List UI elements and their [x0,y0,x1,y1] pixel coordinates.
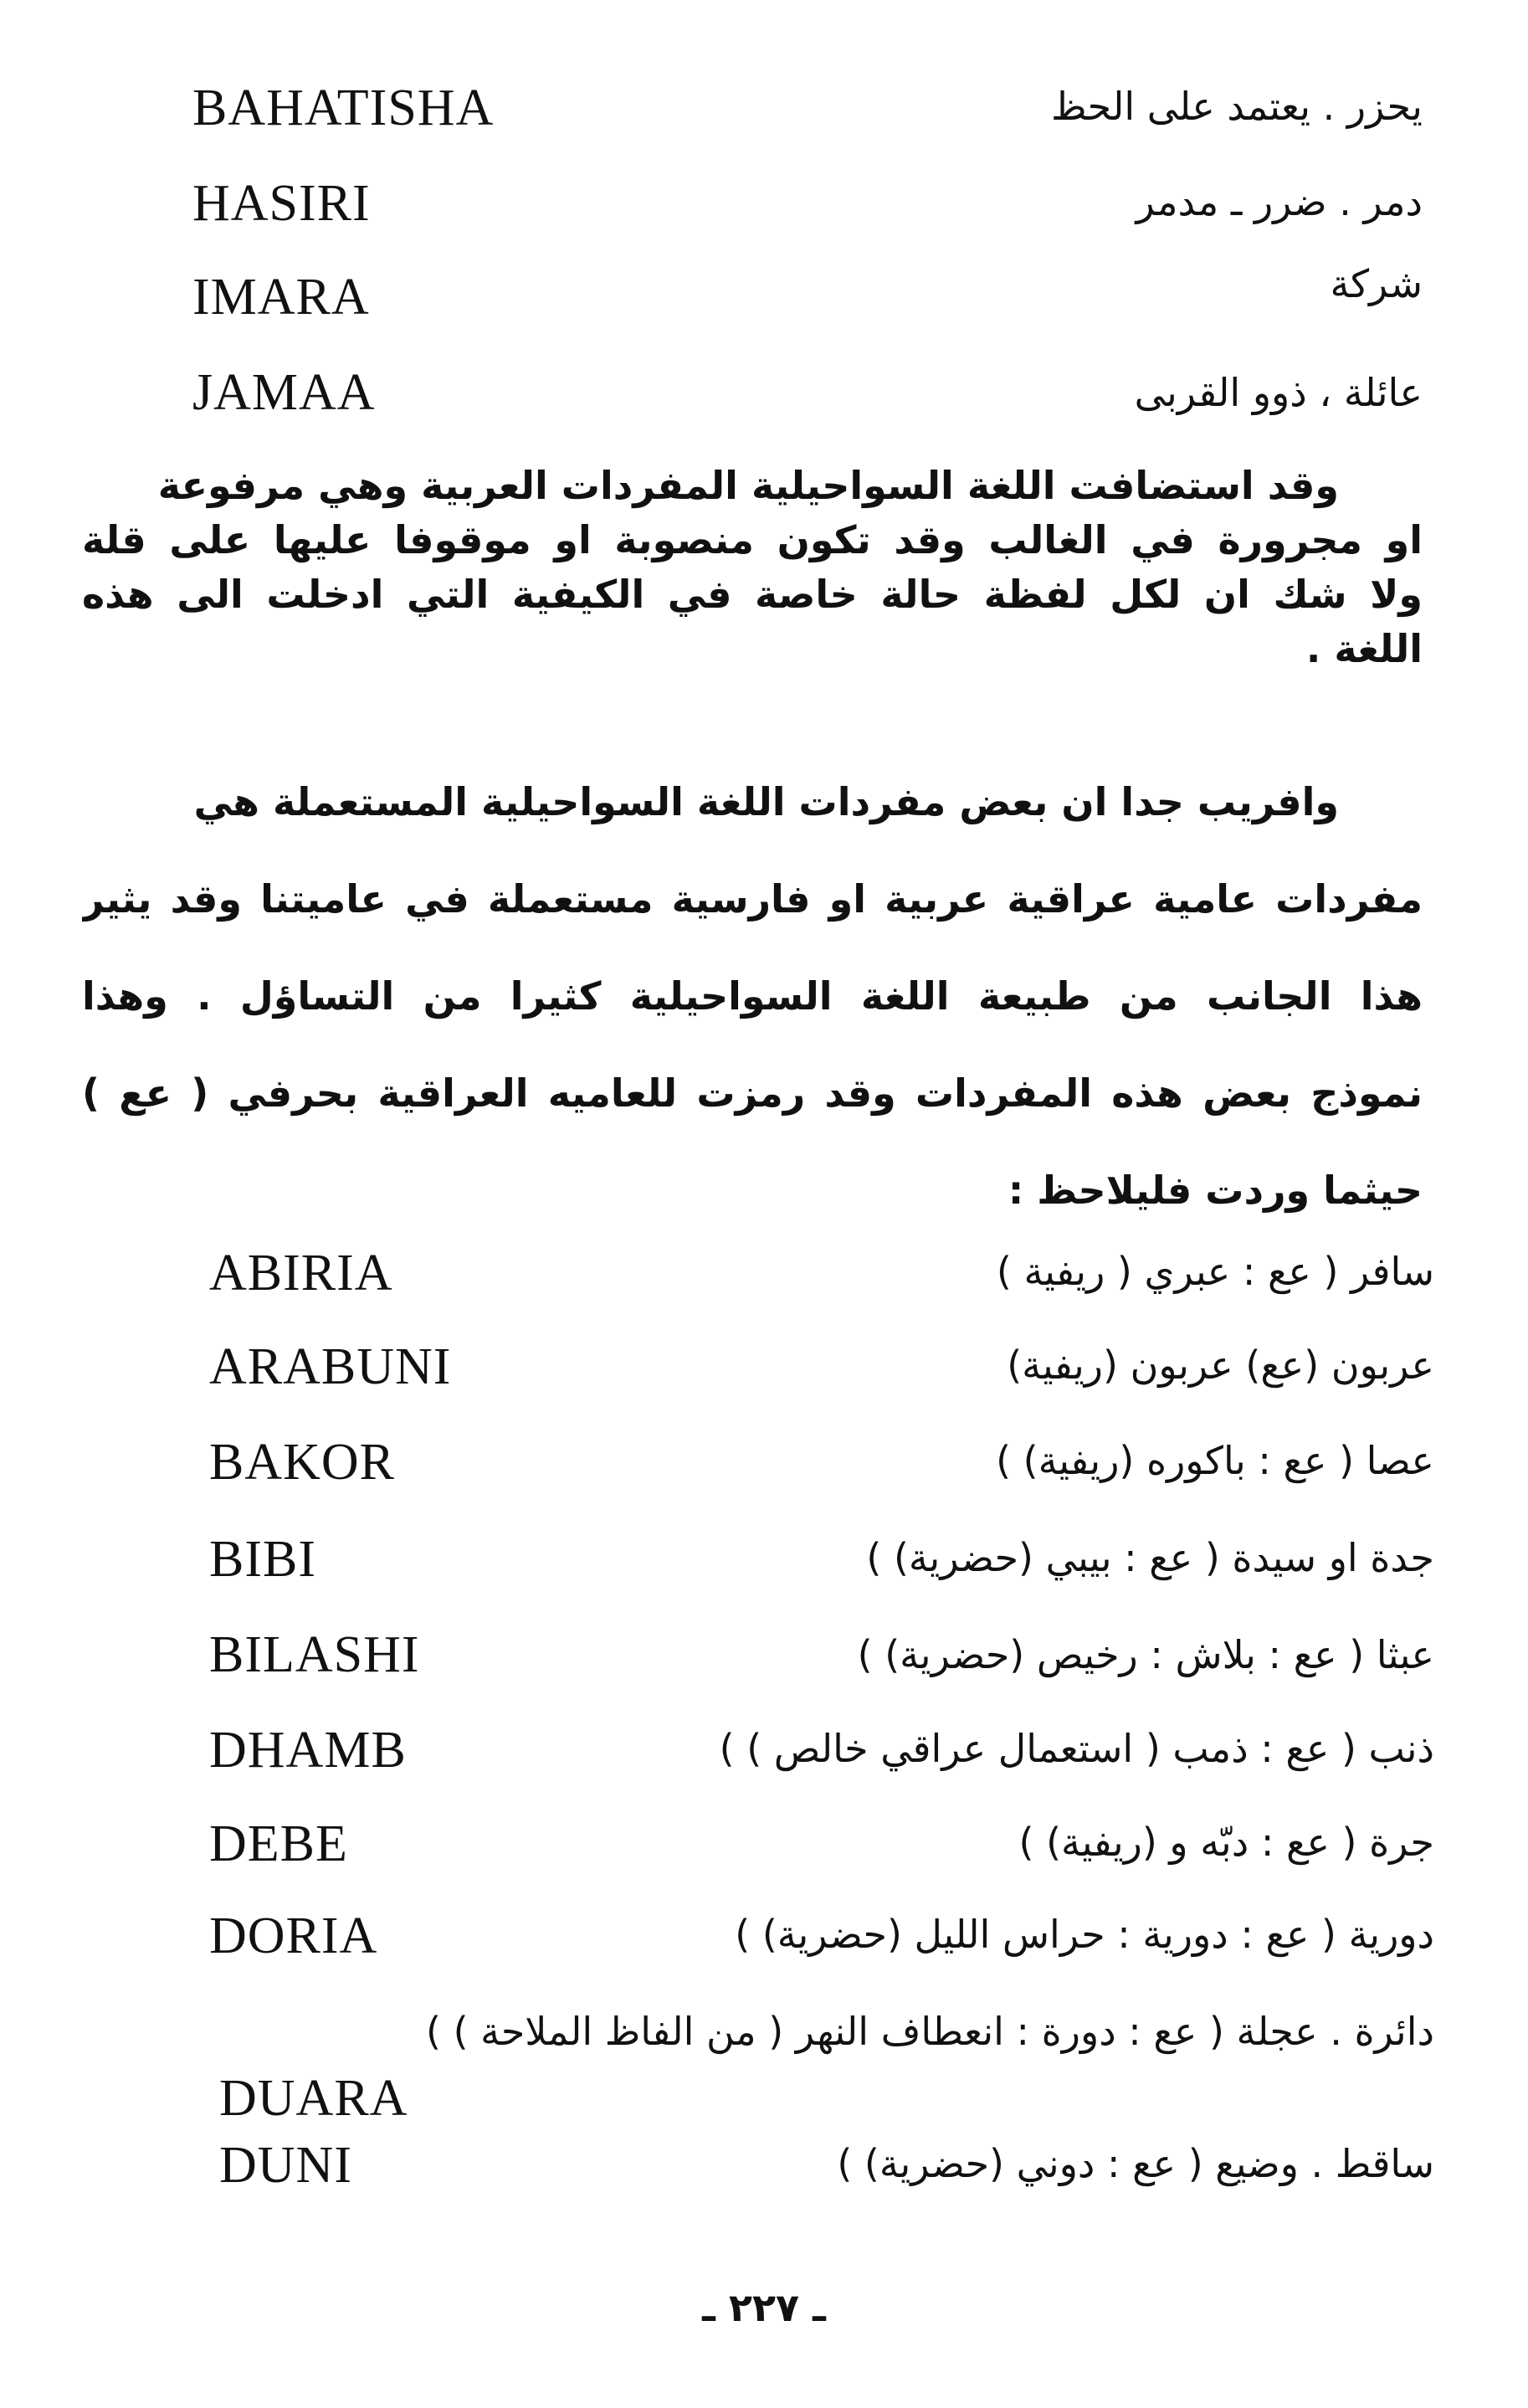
entry-arabic-meaning: يحزر . يعتمد على الحظ [1051,84,1423,129]
paragraph-line: حيثما وردت فليلاحظ : [1008,1168,1423,1213]
entry-arabic-meaning: ذنب ( عع : ذمب ( استعمال عراقي خالص ) ) [719,1726,1434,1771]
entry-arabic-meaning: عائلة ، ذوو القربى [1134,370,1423,415]
paragraph-line: وافريب جدا ان بعض مفردات اللغة السواحيلية المستعملة هي [193,779,1339,824]
entry-arabic-meaning: ساقط . وضيع ( عع : دوني (حضرية) ) [837,2141,1434,2186]
entry-arabic-meaning: عصا ( عع : باكوره (ريفية) ) [996,1438,1434,1483]
entry-latin-word: IMARA [192,269,370,326]
entry-latin-word: BILASHI [209,1626,420,1683]
entry-arabic-meaning: دمر . ضرر ـ مدمر [1136,179,1423,224]
entry-latin-word: DHAMB [209,1722,407,1779]
entry-arabic-meaning: شركة [1330,261,1423,306]
entry-latin-word: BAKOR [209,1434,396,1491]
entry-latin-word: JAMAA [192,364,376,421]
entry-arabic-meaning: عبثا ( عع : بلاش : رخيص (حضرية) ) [857,1632,1434,1677]
entry-latin-word: ABIRIA [209,1245,393,1302]
paragraph-line: نموذج بعض هذه المفردات وقد رمزت للعاميه العراقية بحرفي ( عع ) [82,1071,1423,1116]
entry-latin-word: DUNI [219,2137,352,2194]
entry-arabic-meaning: دائرة . عجلة ( عع : دورة : انعطاف النهر ( من الفاظ الملاحة ) ) [426,2009,1434,2054]
paragraph-line: اللغة . [1305,626,1423,671]
paragraph-1 [82,459,1423,676]
entry-latin-word: HASIRI [192,175,371,232]
paragraph-line: ولا شك ان لكل لفظة حالة خاصة في الكيفية التي ادخلت الى هذه [82,572,1423,617]
paragraph-line: او مجرورة في الغالب وقد تكون منصوبة او موقوفا عليها على قلة [82,517,1423,562]
entry-latin-word: DEBE [209,1815,348,1872]
entry-latin-word: BIBI [209,1531,316,1588]
entry-arabic-meaning: دورية ( عع : دورية : حراس الليل (حضرية) ) [735,1912,1434,1957]
paragraph-line: مفردات عامية عراقية عربية او فارسية مستعملة في عاميتنا وقد يثير [82,876,1423,922]
paragraph-2 [82,753,1423,1239]
page-number: ـ ٢٢٧ ـ [702,2285,826,2330]
entry-arabic-meaning: جدة او سيدة ( عع : بيبي (حضرية) ) [866,1535,1434,1580]
entry-arabic-meaning: عربون (عع) عربون (ريفية) [1007,1343,1434,1388]
entry-latin-word: BAHATISHA [192,80,495,136]
entry-latin-word: DORIA [209,1907,378,1964]
entry-arabic-meaning: سافر ( عع : عبري ( ريفية ) [996,1249,1434,1294]
entry-arabic-meaning: جرة ( عع : دبّه و (ريفية) ) [1018,1820,1434,1865]
paragraph-line: وقد استضافت اللغة السواحيلية المفردات العربية وهي مرفوعة [157,463,1339,508]
entry-latin-word: ARABUNI [209,1338,452,1395]
paragraph-line: هذا الجانب من طبيعة اللغة السواحيلية كثيرا من التساؤل . وهذا [82,973,1423,1019]
entry-latin-word: DUARA [219,2070,408,2127]
